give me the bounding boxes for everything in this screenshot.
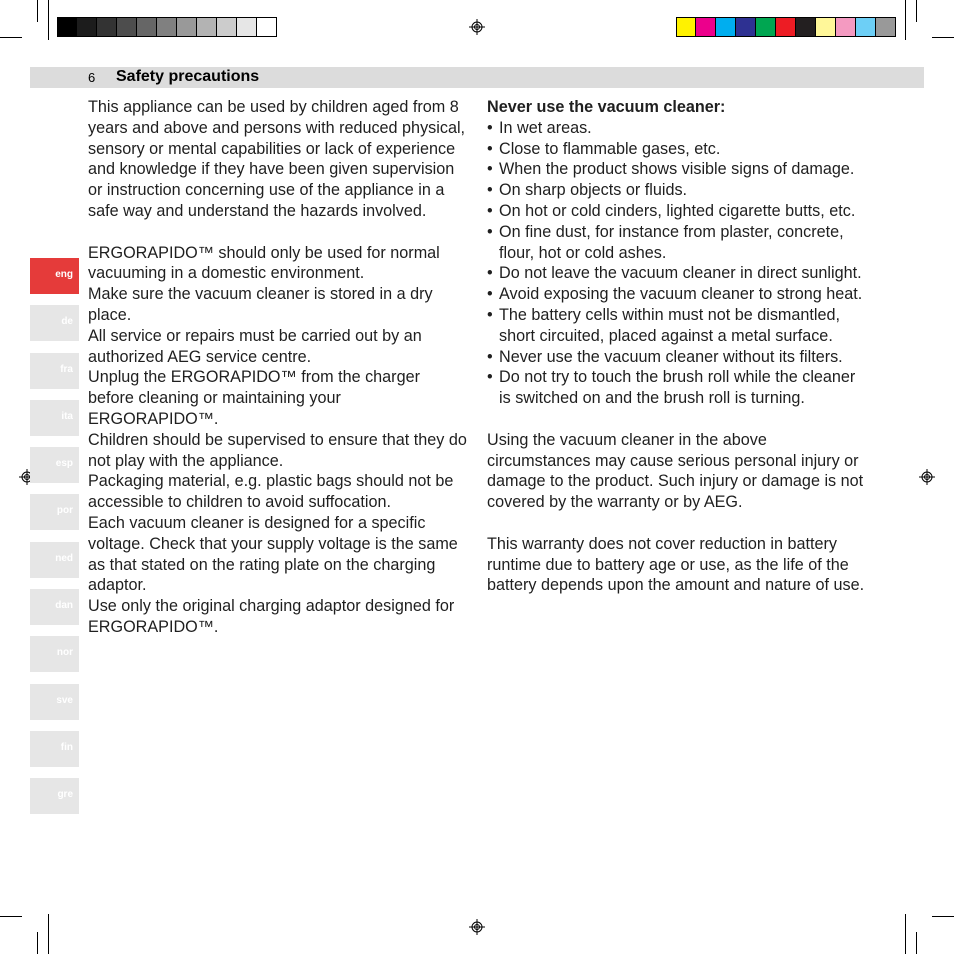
color-calibration-bar (676, 17, 896, 37)
language-tab-por[interactable]: por (30, 494, 79, 530)
crop-mark (932, 916, 954, 917)
language-tab-fin[interactable]: fin (30, 731, 79, 767)
list-item: • Avoid exposing the vacuum cleaner to strong heat. (487, 284, 867, 305)
calibration-swatch (876, 17, 896, 37)
registration-mark-icon (919, 469, 935, 485)
list-item: • When the product shows visible signs of damage. (487, 159, 867, 180)
list-item: • The battery cells within must not be dismantled, short circuited, placed against a metal surface. (487, 305, 867, 347)
paragraph: Children should be supervised to ensure that they do not play with the appliance. (88, 430, 467, 470)
crop-mark (916, 0, 917, 22)
registration-mark-icon (469, 919, 485, 935)
calibration-swatch (257, 17, 277, 37)
crop-mark (37, 0, 38, 22)
list-item: • Close to flammable gases, etc. (487, 139, 867, 160)
language-tab-fra[interactable]: fra (30, 353, 79, 389)
calibration-swatch (157, 17, 177, 37)
never-use-heading: Never use the vacuum cleaner: (487, 98, 726, 116)
crop-mark (0, 916, 22, 917)
calibration-swatch (776, 17, 796, 37)
list-item: • Never use the vacuum cleaner without its filters. (487, 347, 867, 368)
page-number: 6 (88, 70, 96, 85)
crop-mark (916, 932, 917, 954)
language-tab-gre[interactable]: gre (30, 778, 79, 814)
paragraph: ERGORAPIDO™ should only be used for normal vacuuming in a domestic environment. (88, 243, 440, 283)
calibration-swatch (237, 17, 257, 37)
language-tab-ned[interactable]: ned (30, 542, 79, 578)
language-tab-sve[interactable]: sve (30, 684, 79, 720)
warning-paragraph: Using the vacuum cleaner in the above circumstances may cause serious personal injury or damage to the product. Such injury or damage is not covered by the warranty or by AEG. (487, 430, 864, 512)
list-item: • On fine dust, for instance from plaster, concrete, flour, hot or cold ashes. (487, 222, 867, 264)
language-tab-esp[interactable]: esp (30, 447, 79, 483)
crop-mark (932, 37, 954, 38)
never-use-list (487, 118, 867, 409)
calibration-swatch (177, 17, 197, 37)
section-title: Safety precautions (116, 68, 260, 85)
calibration-swatch (816, 17, 836, 37)
intro-paragraph: This appliance can be used by children aged from 8 years and above and persons with reduced physical, sensory or mental capabilities or lack of experience and knowledge if they have been given supervision or instruction concerning use of the appliance in a safe way and understand the hazards involved. (88, 98, 466, 220)
language-tab-nor[interactable]: nor (30, 636, 79, 672)
calibration-swatch (57, 17, 77, 37)
crop-mark (905, 914, 906, 954)
language-tab-ita[interactable]: ita (30, 400, 79, 436)
paragraph: Use only the original charging adaptor designed for ERGORAPIDO™. (88, 597, 455, 636)
calibration-swatch (716, 17, 736, 37)
list-item: • In wet areas. (487, 118, 867, 139)
calibration-swatch (856, 17, 876, 37)
crop-mark (48, 0, 49, 40)
calibration-swatch (836, 17, 856, 37)
left-column (88, 97, 470, 638)
calibration-swatch (117, 17, 137, 37)
paragraph: Each vacuum cleaner is designed for a specific voltage. Check that your supply voltage is the same as that stated on the rating plate on the charging adaptor. (88, 513, 458, 595)
crop-mark (48, 914, 49, 954)
calibration-swatch (77, 17, 97, 37)
language-tab-dan[interactable]: dan (30, 589, 79, 625)
calibration-swatch (197, 17, 217, 37)
list-item: • Do not leave the vacuum cleaner in direct sunlight. (487, 263, 867, 284)
crop-mark (0, 37, 22, 38)
paragraph: Make sure the vacuum cleaner is stored in a dry place. (88, 285, 433, 324)
warranty-paragraph: This warranty does not cover reduction in battery runtime due to battery age or use, as the life of the battery depends upon the amount and nature of use. (487, 534, 865, 595)
right-column (487, 97, 867, 596)
language-tab-de[interactable]: de (30, 305, 79, 341)
calibration-swatch (97, 17, 117, 37)
calibration-swatch (217, 17, 237, 37)
calibration-swatch (696, 17, 716, 37)
calibration-swatch (676, 17, 696, 37)
language-tabs (30, 258, 79, 826)
calibration-swatch (137, 17, 157, 37)
grayscale-calibration-bar (57, 17, 277, 37)
paragraph: Packaging material, e.g. plastic bags should not be accessible to children to avoid suffocation. (88, 472, 454, 512)
crop-mark (905, 0, 906, 40)
list-item: • On sharp objects or fluids. (487, 180, 867, 201)
calibration-swatch (796, 17, 816, 37)
paragraph: Unplug the ERGORAPIDO™ from the charger before cleaning or maintaining your ERGORAPIDO™. (88, 368, 420, 428)
paragraph: All service or repairs must be carried out by an authorized AEG service centre. (88, 326, 422, 366)
list-item: • Do not try to touch the brush roll while the cleaner is switched on and the brush roll is turning. (487, 367, 867, 409)
calibration-swatch (736, 17, 756, 37)
crop-mark (37, 932, 38, 954)
language-tab-eng[interactable]: eng (30, 258, 79, 294)
list-item: • On hot or cold cinders, lighted cigarette butts, etc. (487, 201, 867, 222)
registration-mark-icon (469, 19, 485, 35)
calibration-swatch (756, 17, 776, 37)
